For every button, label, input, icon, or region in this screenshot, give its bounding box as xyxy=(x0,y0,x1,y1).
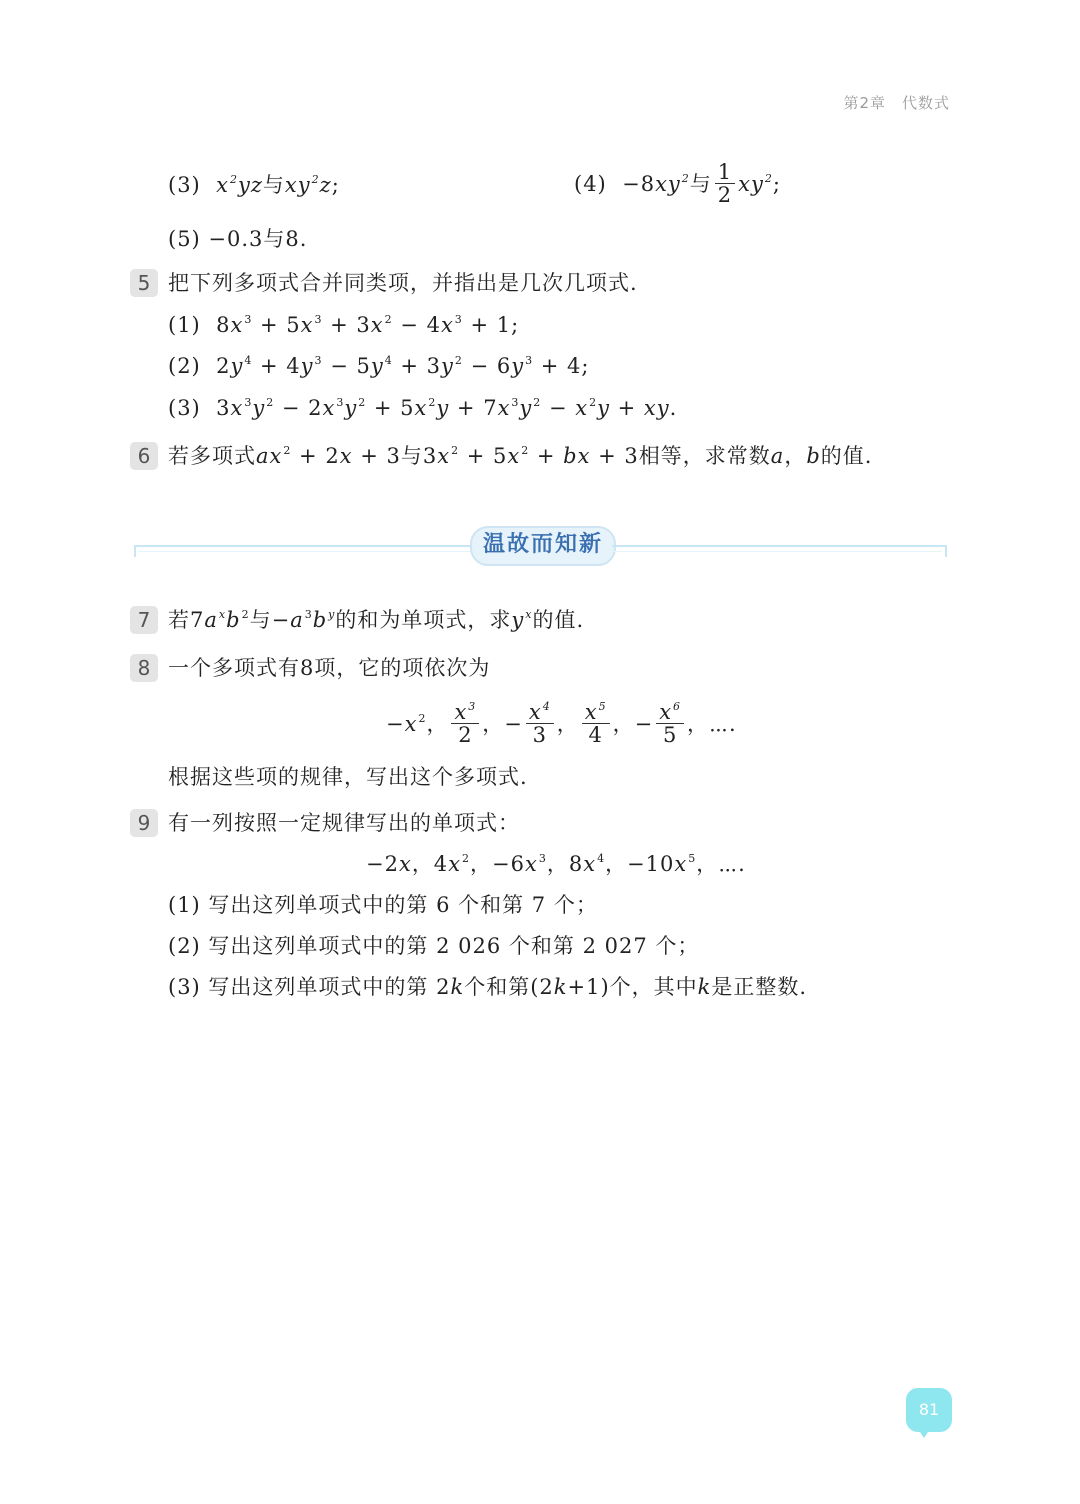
q7-text: 若$7a^xb^2$与$-a^3b^y$的和为单项式，求$y^x$的值. xyxy=(168,608,585,632)
q8-stem: 一个多项式有8项，它的项依次为 xyxy=(168,656,491,680)
q5-part1: (1) $8x^3 + 5x^3 + 3x^2 - 4x^3 + 1$; xyxy=(168,313,520,337)
q5-part3: (3) $3x^3y^2 - 2x^3y^2 + 5x^2y + 7x^3y^2 - x^2y$ + xy. xyxy=(168,396,678,420)
q6-text: 若多项式$ax^2 + 2x + 3$与$3x^2 + 5x^2$ + bx + 3相等，求常数a，b的值. xyxy=(168,444,873,468)
page-number-badge-tail xyxy=(916,1426,932,1438)
q9-part1: (1) 写出这列单项式中的第 6 个和第 7 个； xyxy=(168,893,598,917)
section-banner xyxy=(128,525,953,585)
fraction-one-half: $\frac{1}{2}$ xyxy=(715,161,735,206)
banner-right-rule xyxy=(612,545,942,552)
q9-sequence: −2x，$4x^2$，$-6x^3$，$8x^4$，$-10x^5$，⋯. xyxy=(366,852,746,876)
question-number-8: 8 xyxy=(130,654,158,682)
q4-part5: (5) −0.3与8. xyxy=(168,227,308,251)
question-number-7: 7 xyxy=(130,606,158,634)
chapter-header: 第2章 代数式 xyxy=(843,94,950,112)
q8-sequence: $-x^2$， $\frac{x^3}{2}$ ，− $\frac{x^4}{3}$ ， $\frac{x^5}{4}$ ，− $\frac{x^6}{5}$ ，⋯. xyxy=(386,700,737,747)
section-title: 温故而知新 xyxy=(470,526,616,566)
banner-left-rule xyxy=(138,545,470,552)
q4-part4: $(4) -8xy^2$与 $\frac{1}{2}$ $xy^2$; xyxy=(574,160,781,207)
banner-right-cap xyxy=(937,545,947,557)
q8-instruction: 根据这些项的规律，写出这个多项式. xyxy=(168,765,528,789)
question-number-5: 5 xyxy=(130,269,158,297)
q4-part3: (3) $x^2yz$与$xy^2z$; xyxy=(168,173,340,197)
q5-part2: (2) $2y^4 + 4y^3 - 5y^4 + 3y^2 - 6y^3 + 4$; xyxy=(168,354,590,378)
question-number-9: 9 xyxy=(130,809,158,837)
q9-part2: (2) 写出这列单项式中的第 2 026 个和第 2 027 个； xyxy=(168,934,700,958)
page-number-badge: 81 xyxy=(906,1388,952,1432)
q9-part3: (3) 写出这列单项式中的第 2k个和第(2k+1)个，其中k是正整数. xyxy=(168,975,808,999)
q5-stem: 把下列多项式合并同类项，并指出是几次几项式. xyxy=(168,271,638,295)
question-number-6: 6 xyxy=(130,442,158,470)
q9-stem: 有一列按照一定规律写出的单项式： xyxy=(168,811,520,835)
